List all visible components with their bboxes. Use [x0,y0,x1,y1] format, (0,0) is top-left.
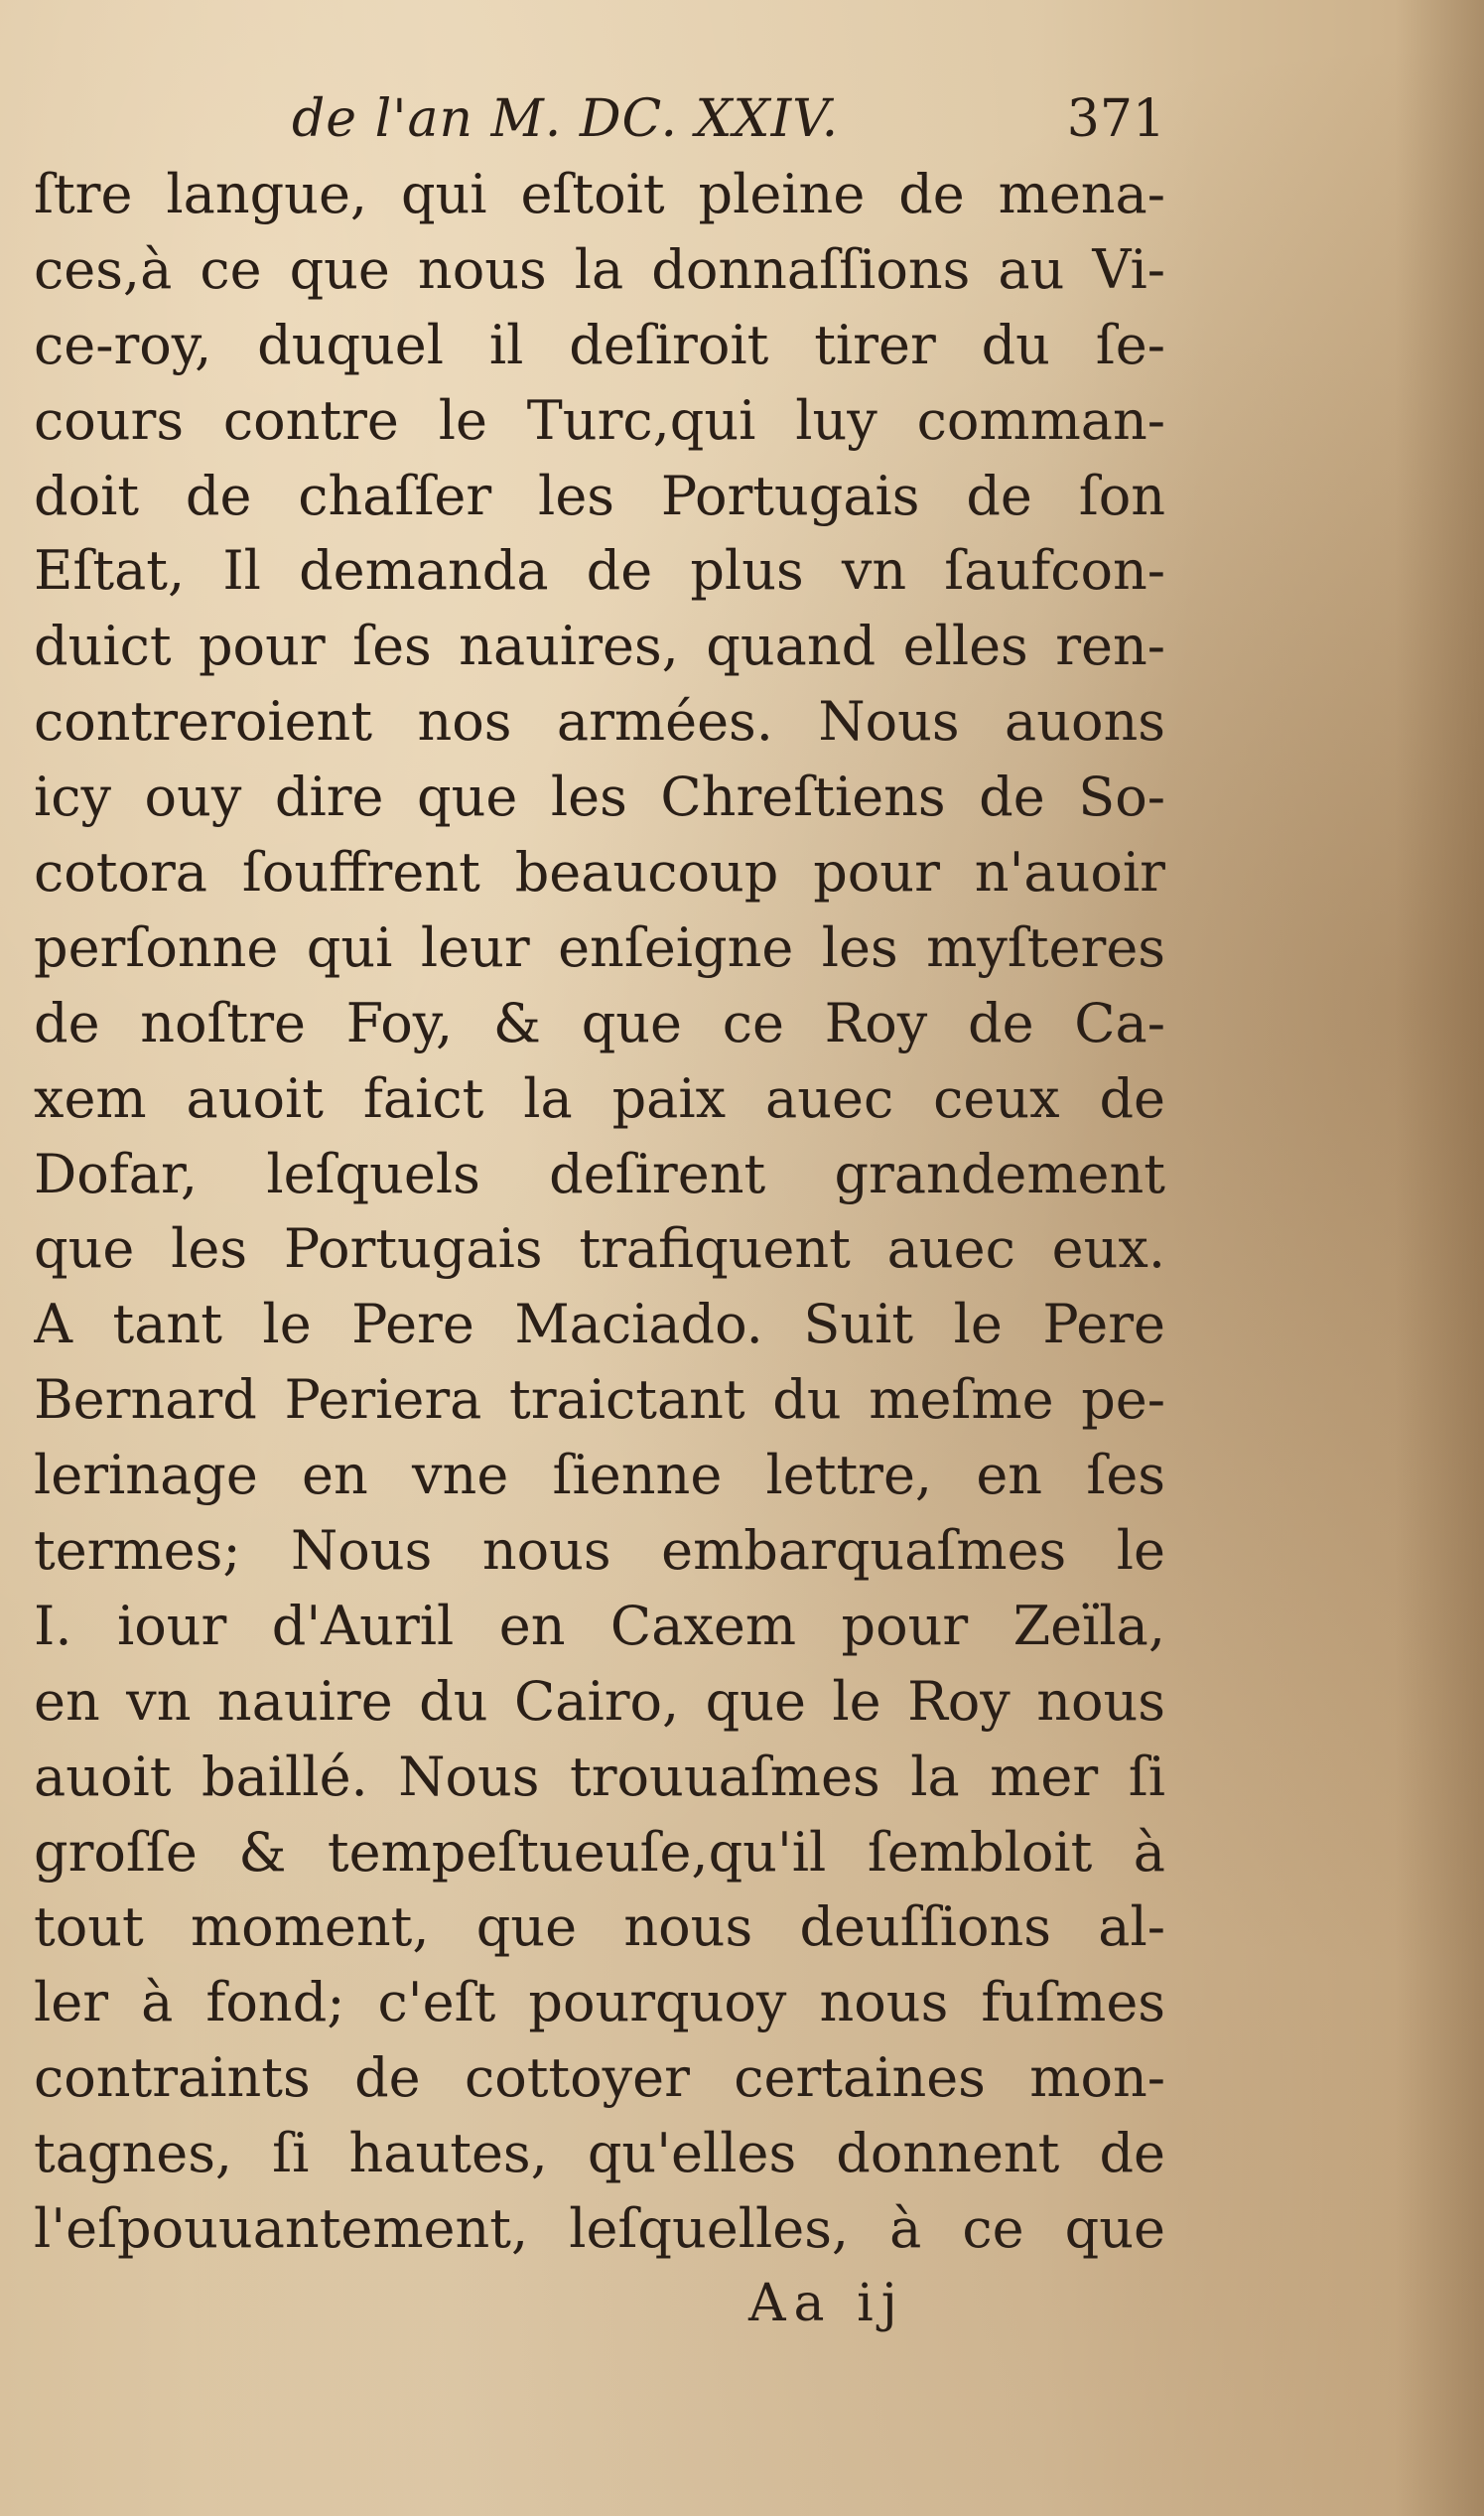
text-block [34,87,1165,2338]
text-line: ce-roy, duquel il deſiroit tirer du ſe- [34,313,1165,376]
text-line: A tant le Pere Maciado. Suit le Pere [34,1293,1165,1356]
body-text [34,157,1165,2267]
text-line: icy ouy dire que les Chreſtiens de So- [34,766,1165,829]
text-line: Bernard Periera traictant du meſme pe- [34,1368,1165,1432]
text-line: doit de chaſſer les Portugais de ſon [34,464,1165,527]
text-line: ſtre langue, qui eſtoit pleine de mena- [34,163,1165,225]
text-line: Dofar, leſquels deſirent grandement [34,1142,1165,1205]
text-line: ler à fond; c'eſt pourquoy nous fuſmes [34,1971,1165,2034]
text-line: Eſtat, Il demanda de plus vn ſaufcon- [34,539,1165,603]
text-line: l'eſpouuantement, leſquelles, à ce que [34,2197,1165,2261]
text-line: I. iour d'Auril en Caxem pour Zeïla, [34,1594,1165,1657]
text-line: duict pour ſes nauires, quand elles ren- [34,615,1165,678]
running-title: de l'an M. DC. XXIV. [292,89,840,149]
page-number: 371 [1066,89,1165,149]
text-line: cours contre le Turc,qui luy comman- [34,388,1165,452]
text-line: de noſtre Foy, & que ce Roy de Ca- [34,991,1165,1054]
text-line: perſonne qui leur enſeigne les myſteres [34,915,1165,979]
text-line: termes; Nous nous embarquaſmes le [34,1519,1165,1583]
text-line: cotora ſouffrent beaucoup pour n'auoir [34,841,1165,905]
text-line: auoit baillé. Nous trouuaſmes la mer ſi [34,1745,1165,1808]
text-line: xem auoit faict la paix auec ceux de [34,1066,1165,1130]
text-line: ces,à ce que nous la donnaſſions au Vi- [34,237,1165,301]
page-edge-shadow [1395,0,1484,2516]
text-line: tagnes, ſi hautes, qu'elles donnent de [34,2122,1165,2185]
signature-mark: Aa ij [748,2273,905,2333]
text-line: que les Portugais trafiquent auec eux. [34,1217,1165,1281]
text-line: contreroient nos armées. Nous auons [34,690,1165,754]
text-line: groſſe & tempeſtueuſe,qu'il ſembloit à [34,1820,1165,1884]
running-head [34,87,1165,151]
text-line: lerinage en vne ſienne lettre, en ſes [34,1444,1165,1507]
text-line: tout moment, que nous deuſſions al- [34,1895,1165,1959]
text-line: contraints de cottoyer certaines mon- [34,2046,1165,2110]
text-line: en vn nauire du Cairo, que le Roy nous [34,1669,1165,1733]
